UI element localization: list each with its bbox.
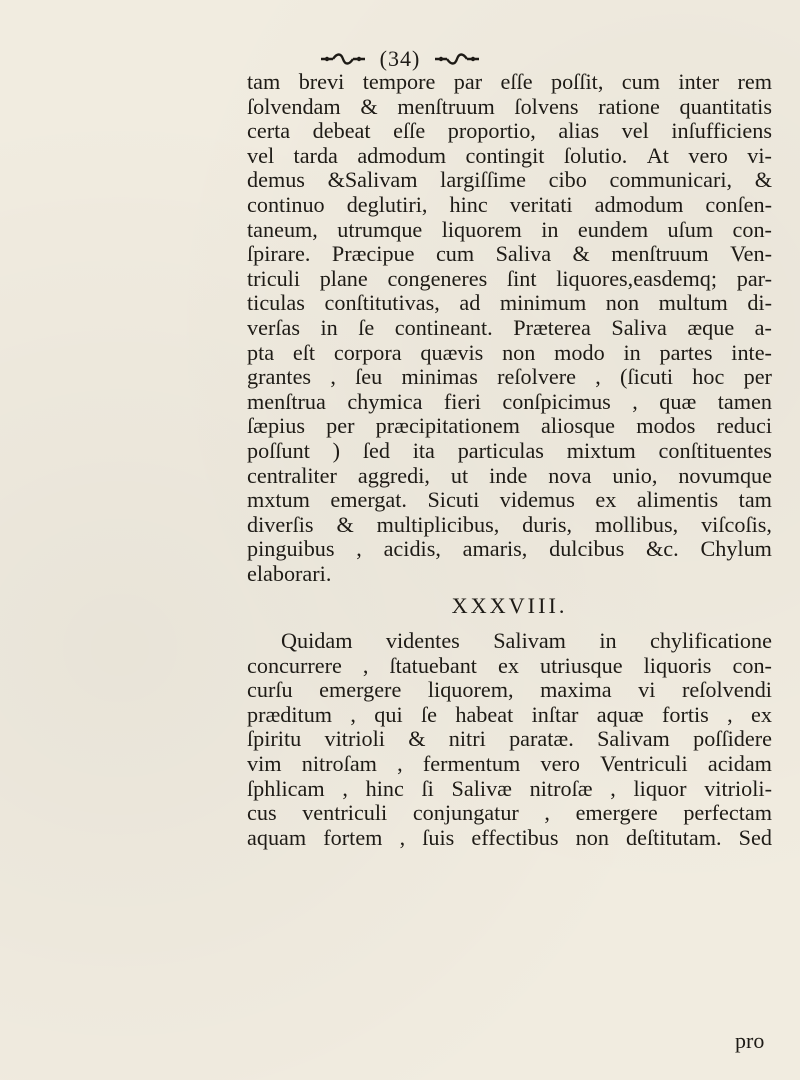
word: Sicuti [427,487,480,513]
word: hinc [365,775,404,801]
word: inter [678,69,720,94]
word: certa [247,118,291,144]
word: cus [247,800,277,826]
word: fortem [323,824,383,850]
word: cum [435,241,475,267]
word: mixtum [566,437,636,463]
main-text [247,70,772,850]
word: tarda [293,142,338,168]
word: curſu [247,677,293,703]
word: Ven- [730,241,772,267]
word: par [453,69,483,94]
word: veritati [509,191,573,217]
text-line: elaborari. [247,560,332,586]
word: acidam [707,751,772,777]
word: liquoris [643,652,712,678]
word: a- [754,314,772,340]
word: ad [459,290,481,316]
word: ticulas [247,290,305,316]
word: utriusque [540,652,623,678]
word: vitrioli- [704,775,772,801]
word: modos [636,413,696,439]
word: Salivam [493,628,566,654]
text-line [247,144,772,169]
word: cum [621,69,660,94]
word: Ventriculi [600,751,688,777]
word: vero [540,751,580,777]
word: effectibus [471,824,559,850]
text-line [247,242,772,267]
word: & [408,726,426,752]
word: vitrioli [324,726,385,752]
word: fermentum [422,751,521,777]
word: ſpiritu [247,726,302,752]
word: in [541,216,559,242]
word: in [320,314,338,340]
word: ſphlicam [247,775,325,801]
right-ornament-icon [433,50,481,68]
word: cibo [548,167,587,193]
word: per [743,364,772,390]
text-line [247,801,772,826]
text-line [247,488,772,513]
word: tempore [362,69,436,94]
word: menſtruum [397,93,495,119]
word: plane [319,265,368,291]
word: nitri [448,726,486,752]
word: ut [450,462,469,488]
word: paratæ. [509,726,574,752]
word: duris, [522,511,573,537]
word: videmus [499,487,575,513]
word: fortis [661,701,709,727]
word: continuo [247,191,325,217]
word: Saliva [611,314,667,340]
word: eſſe [500,69,533,94]
word: ſe [421,701,438,727]
word: grantes [247,364,312,390]
word: &Salivam [327,167,418,193]
word: novumque [678,462,772,488]
word: perfectam [683,800,772,826]
text-line [247,537,772,562]
word: inſufficiens [671,118,772,144]
word: concurrere [247,652,342,678]
word: ) [332,437,341,463]
word: minimum [499,290,587,316]
word: utrumque [337,216,423,242]
text-line [247,193,772,218]
page-number: (34) [379,45,421,71]
word: partes [659,339,713,365]
word: æque [687,314,735,340]
text-line [247,629,772,654]
word: reſolvere [497,364,576,390]
word: uſum [667,216,714,242]
word: habeat [455,701,514,727]
word: vi- [747,142,772,168]
word: emergere [319,677,402,703]
word: liquorem [441,216,522,242]
text-line [247,752,772,777]
word: conſpicimus [502,388,611,414]
word: , [397,751,403,777]
word: &c. [646,536,679,562]
word: ex [751,701,772,727]
word: videntes [385,628,460,654]
word: con- [732,652,772,678]
word: Salivam [597,726,670,752]
word: rem [737,69,772,94]
word: conſtituentes [658,437,772,463]
text-line [247,390,772,415]
word: , [632,388,638,414]
text-line [247,727,772,752]
text-line [247,654,772,679]
word: contineant. [394,314,493,340]
word: per [326,413,355,439]
left-ornament-icon [319,50,367,68]
word: conſen- [705,191,772,217]
word: mxtum [247,487,310,513]
word: eſt [292,339,316,365]
word: communicari, [609,167,733,193]
word: Saliva [495,241,552,267]
word: præditum [247,701,333,727]
word: chylificatione [649,628,772,654]
word: alias [558,118,600,144]
word: qui [374,701,403,727]
word: ſæpius [247,413,305,439]
word: ratione [598,93,660,119]
word: ſolvens [514,93,579,119]
paragraph-2 [247,629,772,850]
word: , [610,775,616,801]
word: diverſis [247,511,314,537]
word: tamen [717,388,772,414]
word: deglutiri, [346,191,428,217]
word: quantitatis [679,93,772,119]
word: , [595,364,601,390]
text-line [247,341,772,366]
text-line [247,777,772,802]
word: triculi [247,265,300,291]
word: conjungatur [412,800,519,826]
word: emergat. [330,487,407,513]
word: & [572,241,590,267]
catchword: pro [735,1028,765,1053]
word: eſſe [393,118,426,144]
word: tam [738,487,772,513]
word: vero [688,142,728,168]
word: tam [247,69,281,94]
word: nitroſam [301,751,377,777]
word: Præterea [513,314,591,340]
word: Præcipue [331,241,415,267]
word: taneum, [247,216,318,242]
word: aliosque [541,413,615,439]
word: eundem [577,216,649,242]
text-line [247,95,772,120]
word: , [727,701,733,727]
word: maxima [540,677,612,703]
text-line [247,439,772,464]
word: poſſit, [550,69,604,94]
word: vel [621,118,649,144]
word: inde [489,462,528,488]
text-line [247,70,772,95]
word: viſcoſis, [701,511,772,537]
word: acidis, [383,536,441,562]
word: , [399,824,406,850]
word: multiplicibus, [376,511,500,537]
word: poſſidere [693,726,772,752]
text-line [247,365,772,390]
word: brevi [298,69,345,94]
word: emergere [575,800,658,826]
word: multum [658,290,728,316]
word: ſtatuebant [389,652,477,678]
word: verſas [247,314,300,340]
word: ſint [506,265,537,291]
text-line [247,414,772,439]
word: ſi [421,775,434,801]
word: , [342,775,348,801]
word: & [754,167,772,193]
word: chymica [347,388,423,414]
word: unio, [612,462,658,488]
word: conſtitutivas, [324,290,440,316]
word: ex [498,652,519,678]
word: mollibus, [594,511,679,537]
text-line [247,119,772,144]
word: contingit [465,142,545,168]
word: centraliter [247,462,337,488]
word: liquorem, [427,677,514,703]
word: ſeu [355,364,383,390]
word: ſuis [422,824,455,850]
word: & [360,93,378,119]
text-line [247,513,772,538]
word: At [646,142,669,168]
word: fieri [443,388,481,414]
word: reſolvendi [682,677,772,703]
word: non [502,339,536,365]
word: , [544,800,550,826]
word: Sed [738,824,772,850]
word: aquæ [596,701,644,727]
word: hoc [692,364,725,390]
word: Salivæ [451,775,512,801]
word: demus [247,167,305,193]
word: par- [736,265,772,291]
text-line [247,168,772,193]
word: largiſſime [440,167,527,193]
page-header [0,44,800,72]
text-line [247,826,772,851]
word: , [362,652,369,678]
word: deſtitutam. [626,824,722,850]
word: liquores,easdemq; [556,265,718,291]
word: aquam [247,824,307,850]
word: ita [412,437,435,463]
word: ſpirare. [247,241,311,267]
word: non [575,824,609,850]
text-line [247,291,772,316]
word: menſtruum [611,241,709,267]
word: corpora [333,339,402,365]
word: di- [747,290,772,316]
word: (ſicuti [620,364,674,390]
text-line [247,316,772,341]
word: liquor [633,775,687,801]
text-line [247,267,772,292]
word: inte- [731,339,772,365]
section-heading: XXXVIII. [451,593,568,619]
word: non [605,290,640,316]
word: pta [247,339,275,365]
word: alimentis [636,487,719,513]
word: dulcibus [549,536,625,562]
word: , [356,536,362,562]
word: con- [732,216,772,242]
word: hinc [449,191,488,217]
word: Quidam [281,628,353,654]
word: ſed [362,437,390,463]
text-line [247,464,772,489]
word: pinguibus [247,536,335,562]
word: ventriculi [302,800,388,826]
word: ſe [358,314,375,340]
word: quævis [420,339,484,365]
text-line [247,703,772,728]
word: amaris, [462,536,528,562]
word: Chylum [700,536,772,562]
word: quæ [659,388,697,414]
word: poſſunt [247,437,310,463]
word: , [350,701,356,727]
word: præcipitationem [375,413,520,439]
word: inſtar [531,701,579,727]
word: particulas [457,437,544,463]
word: ex [595,487,617,513]
word: proportio, [447,118,536,144]
text-line [247,218,772,243]
word: in [599,628,617,654]
word: debeat [312,118,371,144]
word: modo [554,339,605,365]
word: & [336,511,354,537]
word: vim [247,751,282,777]
word: minimas [401,364,478,390]
word: ſolvendam [247,93,341,119]
word: admodum [594,191,684,217]
word: aggredi, [357,462,430,488]
word: ſolutio. [563,142,628,168]
word: nova [548,462,592,488]
word: vi [638,677,656,703]
word: congeneres [387,265,488,291]
word: admodum [357,142,447,168]
word: nitroſæ [529,775,593,801]
paragraph-1 [247,70,772,586]
word: vel [247,142,275,168]
word: menſtrua [247,388,326,414]
word: , [330,364,336,390]
text-line [247,678,772,703]
word: in [623,339,641,365]
word: reduci [716,413,772,439]
